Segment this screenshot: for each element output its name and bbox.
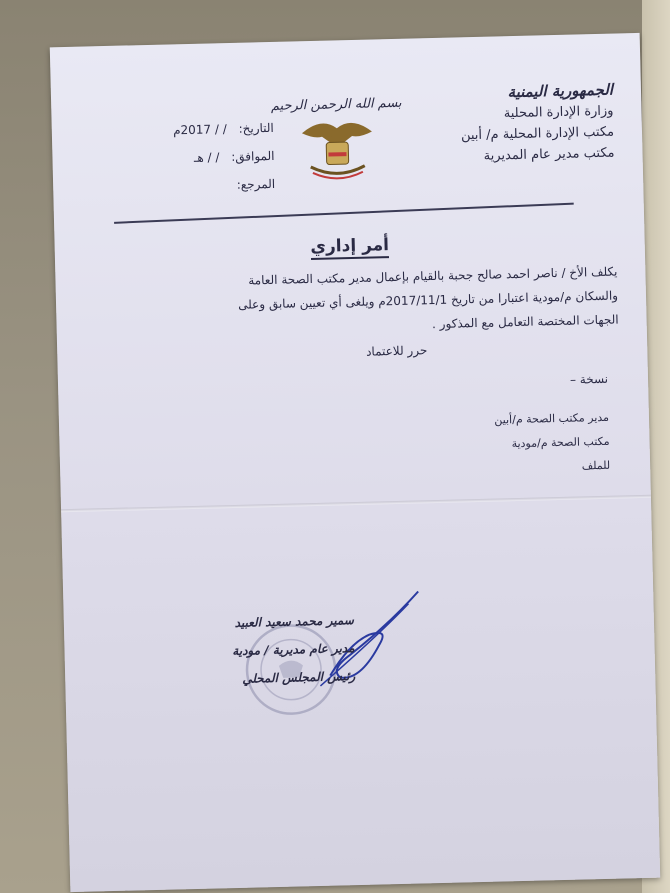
reference-row: [75, 170, 276, 203]
approval-note: حرر للاعتماد: [365, 343, 428, 359]
document-paper: [50, 33, 660, 892]
ministry-name: وزارة الإدارة المحلية: [503, 103, 614, 122]
paper-fold: [61, 495, 651, 512]
document-title-text: أمر إداري: [310, 235, 389, 260]
copy-label: نسخة –: [569, 371, 609, 387]
document-title: [55, 229, 645, 263]
yemen-eagle-emblem: [270, 91, 402, 190]
director-office-name: مكتب مدير عام المديرية: [483, 145, 615, 164]
signatory-name: سمير محمد سعيد العبيد: [234, 613, 355, 630]
distribution-item: مدير مكتب الصحة م/أبين: [494, 410, 610, 427]
body-line-1: يكلف الأخ / ناصر احمد صالح جحبة بالقيام بإعمال مدير مكتب الصحة العامة: [248, 264, 618, 288]
republic-name: الجمهورية اليمنية: [507, 80, 614, 102]
date-value: / / 2017م: [172, 122, 227, 138]
distribution-item: مكتب الصحة م/مودية: [511, 434, 610, 451]
distribution-list: [494, 406, 610, 481]
signatory-title: مدير عام مديرية / مودية: [232, 641, 355, 659]
body-line-3: الجهات المختصة التعامل مع المذكور .: [431, 312, 619, 332]
reference-label: المرجع:: [236, 176, 276, 192]
document-body: [85, 260, 619, 345]
letterhead-left: [74, 114, 276, 203]
header-divider: [114, 203, 574, 224]
signatory-role: رئيس المجلس المحلي: [242, 669, 356, 686]
date-label: التاريخ:: [238, 120, 274, 136]
corresponding-label: الموافق:: [231, 148, 275, 164]
distribution-item: للملف: [581, 458, 611, 473]
body-line-2: والسكان م/مودية اعتبارا من تاريخ 2017/11/1م ويلغى أي تعيين سابق وعلى: [237, 288, 619, 312]
basmala-calligraphy: بسم الله الرحمن الرحيم: [270, 95, 402, 114]
office-name: مكتب الإدارة المحلية م/ أبين: [460, 124, 615, 144]
signature-block: [231, 606, 355, 693]
corresponding-value: / / هـ: [193, 150, 220, 165]
letterhead-right: [403, 80, 615, 169]
